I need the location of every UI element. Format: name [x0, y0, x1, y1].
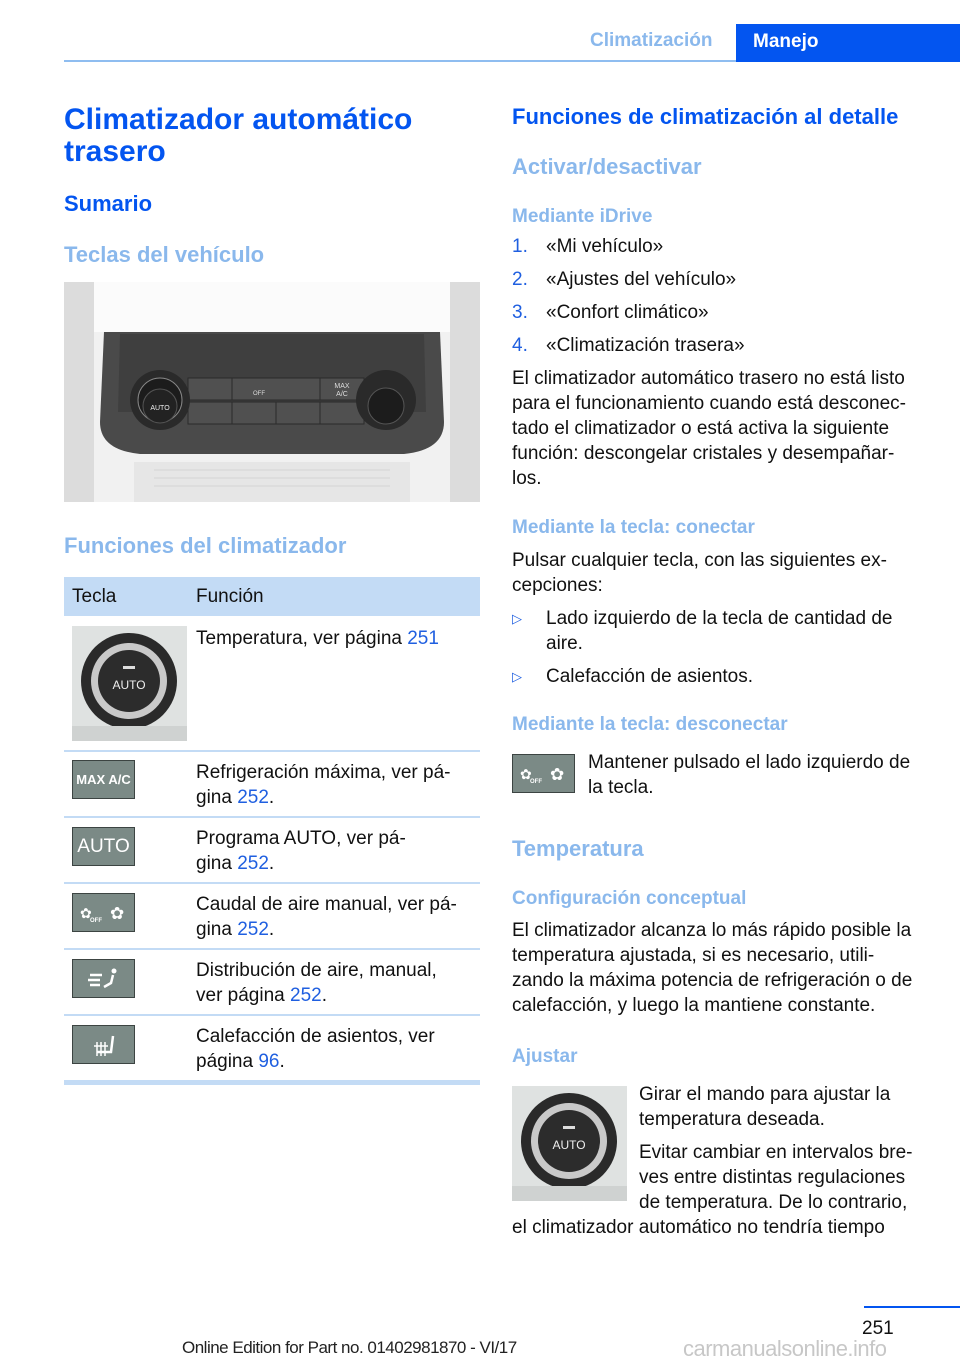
auto-program-icon: AUTO	[72, 827, 135, 866]
max-ac-icon: MAX A/C	[72, 760, 135, 799]
disconnect-heading: Mediante la tecla: desconectar	[512, 714, 788, 735]
functions-heading: Funciones del climatizador	[64, 533, 347, 558]
seat-heating-icon	[72, 1025, 135, 1064]
page-title-line2: trasero	[64, 135, 166, 168]
table-header	[64, 577, 480, 616]
fan-airflow-icon	[72, 893, 135, 932]
disconnect-text: Mantener pulsado el lado izquierdo de la tecla.	[588, 752, 911, 798]
idrive-note: El climatizador automático trasero no está listo para el funcionamiento cuando está desconec- tado el climatizador o está activa la siguiente función: descongelar cristales y desempañar- los.	[512, 368, 906, 489]
svg-text:OFF: OFF	[253, 391, 265, 397]
fan-off-key-icon	[512, 754, 575, 793]
section-sumario: Sumario	[64, 191, 153, 216]
row-text: Calefacción de asientos, ver página 96.	[196, 1026, 435, 1072]
concept-text: El climatizador alcanza lo más rápido posible la temperatura ajustada, si es necesario, utili- zando la máxima potencia de refrigeración o de calefacción, y luego la mantiene constante.	[512, 920, 913, 1016]
exceptions-list	[512, 606, 942, 686]
svg-text:✿: ✿	[79, 905, 92, 922]
table-bottom-rule	[64, 1080, 480, 1085]
svg-text:A/C: A/C	[336, 391, 348, 398]
svg-text:OFF: OFF	[89, 917, 102, 924]
page-title-line1: Climatizador automático	[64, 103, 413, 136]
tab-climatizacion[interactable]: Climatización	[590, 30, 713, 51]
adjust-heading: Ajustar	[512, 1046, 578, 1067]
svg-text:AUTO: AUTO	[552, 1138, 586, 1152]
tab-manejo[interactable]	[736, 24, 960, 62]
rear-climate-panel-photo	[64, 282, 480, 502]
page-link[interactable]: 96	[258, 1051, 280, 1072]
svg-text:MAX: MAX	[334, 383, 350, 390]
exception-item: Calefacción de asientos.	[546, 666, 754, 687]
step-text: «Mi vehículo»	[546, 236, 664, 257]
temperature-knob-icon	[72, 626, 187, 741]
col-header-funcion: Función	[196, 586, 264, 607]
tab-manejo-label: Manejo	[753, 31, 819, 52]
table-row	[64, 884, 480, 950]
idrive-heading: Mediante iDrive	[512, 206, 653, 227]
temperature-heading: Temperatura	[512, 836, 644, 861]
connect-text: Pulsar cualquier tecla, con las siguientes ex- cepciones:	[512, 550, 887, 596]
bullet-triangle-icon: ▷	[512, 611, 522, 626]
page-link[interactable]: 251	[407, 628, 439, 649]
page-link[interactable]: 252	[237, 919, 269, 940]
svg-text:✿: ✿	[519, 766, 532, 783]
bullet-triangle-icon: ▷	[512, 669, 522, 684]
step-text: «Ajustes del vehículo»	[546, 269, 737, 290]
functions-table	[64, 577, 480, 1085]
table-row	[64, 616, 480, 752]
table-row	[64, 818, 480, 884]
activate-heading: Activar/desactivar	[512, 154, 702, 179]
svg-text:AUTO: AUTO	[112, 678, 146, 692]
step-number: 2.	[512, 269, 528, 290]
svg-text:✿: ✿	[109, 903, 124, 924]
subsection-teclas: Teclas del vehículo	[64, 242, 265, 267]
air-distribution-icon	[72, 959, 135, 998]
page-title	[64, 104, 412, 168]
row-text: Temperatura, ver página 251	[196, 628, 439, 649]
table-row	[64, 1016, 480, 1080]
row-text: Programa AUTO, ver pá- gina 252.	[196, 828, 406, 874]
page-number: 251	[862, 1318, 894, 1339]
adjust-text: Girar el mando para ajustar la temperatura deseada. Evitar cambiar en intervalos bre- ves entre distintas regulaciones de temperatura. De lo contrario,	[639, 1084, 913, 1213]
concept-heading: Configuración conceptual	[512, 888, 747, 909]
svg-text:AUTO: AUTO	[150, 405, 170, 412]
connect-heading: Mediante la tecla: conectar	[512, 517, 755, 538]
detail-title: Funciones de climatización al detalle	[512, 104, 899, 129]
footer-rule	[864, 1306, 960, 1308]
row-text: Refrigeración máxima, ver pá- gina 252.	[196, 762, 451, 808]
table-row	[64, 752, 480, 818]
adjust-text-continued: el climatizador automático no tendría tiempo	[512, 1217, 885, 1238]
step-number: 1.	[512, 236, 528, 257]
row-text: Caudal de aire manual, ver pá- gina 252.	[196, 894, 457, 940]
page-link[interactable]: 252	[290, 985, 322, 1006]
step-number: 4.	[512, 335, 528, 356]
step-text: «Confort climático»	[546, 302, 709, 323]
table-row	[64, 950, 480, 1016]
step-number: 3.	[512, 302, 528, 323]
page-link[interactable]: 252	[237, 853, 269, 874]
svg-text:✿: ✿	[549, 764, 564, 785]
exception-item: Lado izquierdo de la tecla de cantidad de aire.	[546, 608, 893, 654]
svg-text:OFF: OFF	[529, 778, 542, 785]
row-text: Distribución de aire, manual, ver página 252.	[196, 960, 437, 1006]
page-link[interactable]: 252	[237, 787, 269, 808]
watermark: carmanualsonline.info	[683, 1336, 887, 1361]
step-text: «Climatización trasera»	[546, 335, 745, 356]
temperature-knob-image	[512, 1086, 627, 1201]
edition-text: Online Edition for Part no. 01402981870 - VI/17	[182, 1338, 517, 1357]
idrive-steps	[512, 236, 932, 366]
col-header-tecla: Tecla	[72, 586, 117, 607]
